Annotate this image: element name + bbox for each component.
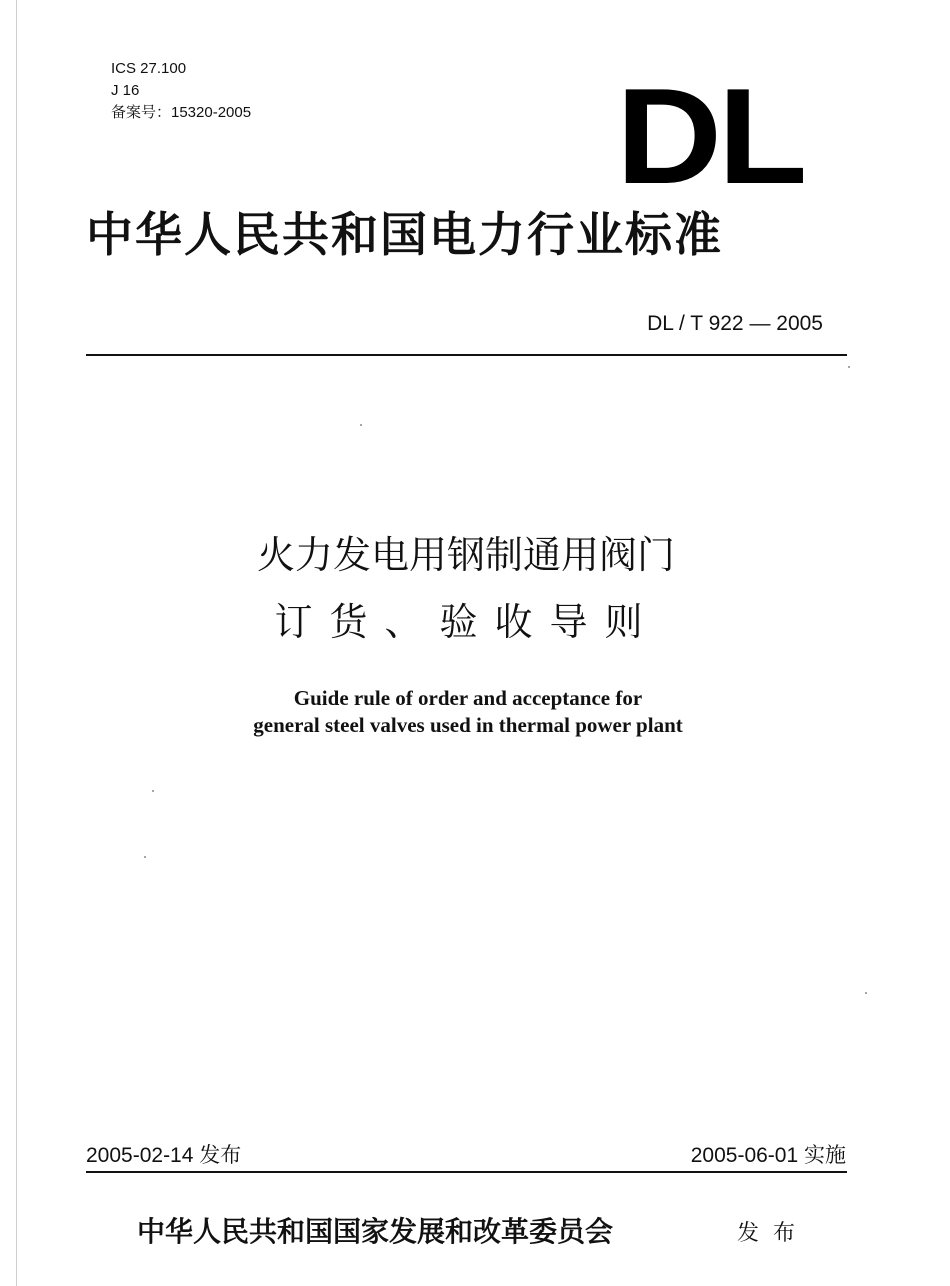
- top-divider: [86, 354, 847, 356]
- ics-code: ICS 27.100: [111, 60, 187, 77]
- scan-speck: [865, 992, 867, 994]
- classification-code: J 16: [111, 82, 140, 99]
- bottom-divider: [86, 1171, 847, 1173]
- document-title-cn-line2: 订货、验收导则: [274, 600, 660, 644]
- document-metadata: [111, 58, 251, 124]
- scan-speck: [848, 366, 850, 368]
- record-number: 备案号：15320-2005: [111, 104, 252, 121]
- document-title-en-line2: general steel valves used in thermal power plant: [253, 713, 683, 737]
- publish-label: 发布: [737, 1221, 810, 1246]
- publisher-name: 中华人民共和国国家发展和改革委员会: [137, 1215, 614, 1248]
- standard-code: DL / T 922 — 2005: [647, 312, 823, 335]
- document-title-cn-line1: 火力发电用钢制通用阀门: [256, 533, 675, 577]
- document-title-en-line1: Guide rule of order and acceptance for: [293, 686, 643, 710]
- industry-standard-title: 中华人民共和国电力行业标准: [86, 208, 723, 263]
- dl-logo: DL: [616, 60, 804, 212]
- issue-date: 2005-02-14 发布: [86, 1144, 242, 1167]
- scan-speck: [144, 856, 146, 858]
- scan-speck: [360, 424, 362, 426]
- scan-speck: [152, 790, 154, 792]
- implementation-date: 2005-06-01 实施: [690, 1144, 846, 1167]
